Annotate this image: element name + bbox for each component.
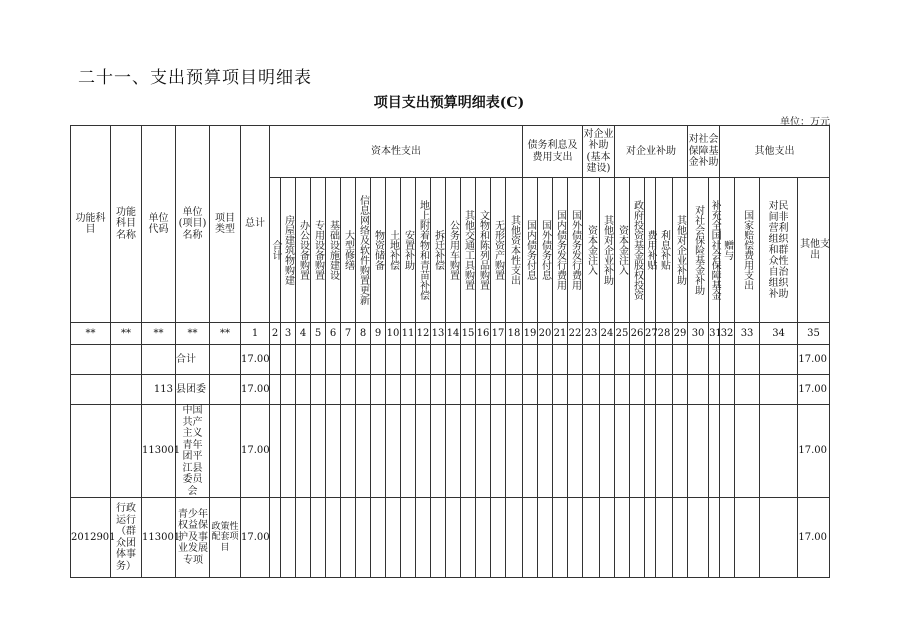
sub-header-label: 其他资本性支出: [508, 215, 520, 285]
index-cell: 32: [720, 323, 735, 345]
sub-header-label: 公务用车购置: [447, 220, 459, 280]
index-cell: 16: [476, 323, 491, 345]
cell-project-type-text: 政策性配套项目: [211, 521, 239, 553]
sub-header-label: 地上附着物和青苗补偿: [417, 200, 429, 300]
cell-unit-name-text: 中国共产主义青年团平江县委员会: [182, 405, 203, 497]
cell-unit-name: 合计: [176, 345, 210, 375]
cell-unit-code: 113: [142, 375, 176, 405]
col-unit-code-label: 单位代码: [148, 212, 169, 235]
index-cell: 33: [735, 323, 760, 345]
index-cell: 8: [356, 323, 371, 345]
cell-other: 17.00: [798, 405, 830, 498]
table-row: [71, 498, 830, 578]
header-row-groups: [71, 126, 830, 178]
cell-unit-code: 113001: [142, 498, 176, 578]
col-func-name-label: 功能科目名称: [116, 206, 136, 241]
index-cell: 12: [416, 323, 431, 345]
cell-func-name: [111, 498, 142, 578]
col-project-type-label: 项目类型: [215, 212, 235, 235]
group-capital: 资本性支出: [270, 126, 523, 178]
sub-header-label: 补充全国社会保障基金: [709, 200, 721, 300]
sub-header-label: 国家赔偿费用支出: [741, 210, 753, 290]
group-other: 其他支出: [720, 126, 830, 178]
cell-unit-name-text: 青少年权益保护及事业发展专项: [178, 508, 208, 566]
sub-header: [371, 178, 386, 323]
cell-func-code: [71, 375, 111, 405]
sub-header-label: 对社会保险基金补助: [692, 205, 704, 295]
sub-header-label: 大型修缮: [342, 230, 354, 270]
index-cell: 30: [688, 323, 709, 345]
cell-func-code: 2012901: [71, 498, 111, 578]
budget-table: [70, 125, 830, 578]
index-cell: **: [111, 323, 142, 345]
sub-header: [656, 178, 673, 323]
sub-header-label: 政府投资基金股权投资: [631, 200, 643, 300]
sub-header: [760, 178, 798, 323]
sub-header: [281, 178, 296, 323]
index-cell: 23: [583, 323, 600, 345]
sub-header-label: 无形资产购置: [492, 220, 504, 280]
index-cell: 5: [311, 323, 326, 345]
sub-header: [326, 178, 341, 323]
sub-header-label: 拆迁补偿: [432, 230, 444, 270]
index-cell: 31: [709, 323, 720, 345]
index-cell: **: [71, 323, 111, 345]
sub-header: [600, 178, 615, 323]
cell-total: 17.00: [241, 345, 270, 375]
index-cell: **: [210, 323, 241, 345]
cell-func-name: [111, 375, 142, 405]
sub-header: [476, 178, 491, 323]
sub-header-label: 资本金注入: [585, 225, 597, 275]
index-cell: 14: [446, 323, 461, 345]
index-cell: 6: [326, 323, 341, 345]
col-project-type: [210, 126, 241, 323]
col-unit-code: [142, 126, 176, 323]
index-cell: 24: [600, 323, 615, 345]
page-heading: 二十一、支出预算项目明细表: [78, 68, 312, 88]
sub-header: [461, 178, 476, 323]
sub-header: [431, 178, 446, 323]
sub-header-label: 其他支出: [800, 238, 831, 261]
index-cell: 29: [673, 323, 688, 345]
sub-header-label: 国外债务发行费用: [569, 210, 581, 290]
unit-label: 单位：万元: [780, 117, 830, 128]
index-cell: 7: [341, 323, 356, 345]
sub-header-label: 房屋建筑物购建: [282, 215, 294, 285]
index-cell: 34: [760, 323, 798, 345]
col-func-code: 功能科目: [71, 126, 111, 323]
cell-unit-name: [176, 498, 210, 578]
sub-header: [416, 178, 431, 323]
sub-header-label: 其他对企业补助: [674, 215, 686, 285]
index-cell: 17: [491, 323, 506, 345]
sub-header-label: 物资储备: [372, 230, 384, 270]
col-unit-name-label: 单位(项目)名称: [178, 206, 207, 241]
group-social-security: 对社会保障基金补助: [688, 126, 720, 178]
sub-header: [630, 178, 645, 323]
sub-header: [568, 178, 583, 323]
index-cell: 9: [371, 323, 386, 345]
cell-unit-code: [142, 345, 176, 375]
sub-header-label: 利息补贴: [658, 230, 670, 270]
sub-header: [446, 178, 461, 323]
sub-header: [296, 178, 311, 323]
group-debt: 债务利息及费用支出: [523, 126, 583, 178]
sub-header-label: 基础设施建设: [327, 220, 339, 280]
sub-header: [735, 178, 760, 323]
sub-header: [553, 178, 568, 323]
sub-header-label: 国外债务付息: [539, 220, 551, 280]
index-cell: 19: [523, 323, 538, 345]
sub-header-label: 信息网络及软件购置更新: [357, 195, 369, 305]
index-cell: 18: [506, 323, 523, 345]
sub-header: [615, 178, 630, 323]
cell-project-type: [210, 345, 241, 375]
index-cell: 3: [281, 323, 296, 345]
sub-header: [270, 178, 281, 323]
cell-unit-code: 113001: [142, 405, 176, 498]
index-cell: **: [142, 323, 176, 345]
index-cell: 35: [798, 323, 830, 345]
sub-header: [341, 178, 356, 323]
table-row: [71, 405, 830, 498]
sub-header-label: 费用补贴: [645, 230, 656, 270]
index-cell: 27: [645, 323, 656, 345]
group-enterprise-subsidy: 对企业补助: [615, 126, 688, 178]
cell-project-type: [210, 498, 241, 578]
cell-func-code: [71, 405, 111, 498]
table-row: [71, 375, 830, 405]
cell-project-type: [210, 405, 241, 498]
index-cell: **: [176, 323, 210, 345]
sub-header-label: 资本金注入: [616, 225, 628, 275]
sub-header: [401, 178, 416, 323]
index-cell: 21: [553, 323, 568, 345]
sub-header: [523, 178, 538, 323]
sub-header-label: 合计: [270, 240, 281, 260]
col-total: 总计: [241, 126, 270, 323]
index-cell: 13: [431, 323, 446, 345]
sub-header-label: 文物和陈列品购置: [477, 210, 489, 290]
cell-func-name-text: 行政运行（群众团体事务）: [116, 503, 136, 572]
index-cell: 28: [656, 323, 673, 345]
sub-header: [356, 178, 371, 323]
sub-header-label: 国内债务发行费用: [554, 210, 566, 290]
sub-header: [583, 178, 600, 323]
sub-header: [673, 178, 688, 323]
sub-header-label: 其他交通工具购置: [462, 210, 474, 290]
index-cell: 11: [401, 323, 416, 345]
sub-header: [688, 178, 709, 323]
sub-header: [798, 178, 830, 323]
sub-header: [311, 178, 326, 323]
sub-header-label: 赠与: [721, 240, 733, 260]
sub-header-label: 土地补偿: [387, 230, 399, 270]
sub-header: [506, 178, 523, 323]
col-func-name: [111, 126, 142, 323]
cell-unit-name: [176, 405, 210, 498]
sub-header: [386, 178, 401, 323]
sub-header-label: 国内债务付息: [524, 220, 536, 280]
cell-func-code: [71, 345, 111, 375]
sub-header: [709, 178, 720, 323]
index-cell: 2: [270, 323, 281, 345]
index-cell: 26: [630, 323, 645, 345]
index-cell: 1: [241, 323, 270, 345]
cell-other: 17.00: [798, 498, 830, 578]
col-unit-name: [176, 126, 210, 323]
cell-total: 17.00: [241, 375, 270, 405]
cell-func-name: [111, 345, 142, 375]
index-cell: 20: [538, 323, 553, 345]
sub-header: [538, 178, 553, 323]
cell-other: 17.00: [798, 375, 830, 405]
cell-unit-name: 县团委: [176, 375, 210, 405]
index-cell: 22: [568, 323, 583, 345]
cell-project-type: [210, 375, 241, 405]
sub-header-label: 安置补助: [402, 230, 414, 270]
index-cell: 10: [386, 323, 401, 345]
cell-other: 17.00: [798, 345, 830, 375]
index-row: [71, 323, 830, 345]
index-cell: 4: [296, 323, 311, 345]
sub-header: [491, 178, 506, 323]
sub-header: [720, 178, 735, 323]
table-row: [71, 345, 830, 375]
group-enterprise-construction: 对企业补助(基本建设): [583, 126, 615, 178]
index-cell: 25: [615, 323, 630, 345]
sub-header-label: 办公设备购置: [297, 220, 309, 280]
table-title: 项目支出预算明细表(C): [373, 95, 525, 111]
cell-func-name: [111, 405, 142, 498]
sub-header-label: 其他对企业补助: [601, 215, 613, 285]
sub-header: [645, 178, 656, 323]
cell-total: 17.00: [241, 405, 270, 498]
index-cell: 15: [461, 323, 476, 345]
cell-total: 17.00: [241, 498, 270, 578]
sub-header-label: 对民间非营利组织和群众性自治组织补助: [768, 200, 789, 300]
sub-header-label: 专用设备购置: [312, 220, 324, 280]
